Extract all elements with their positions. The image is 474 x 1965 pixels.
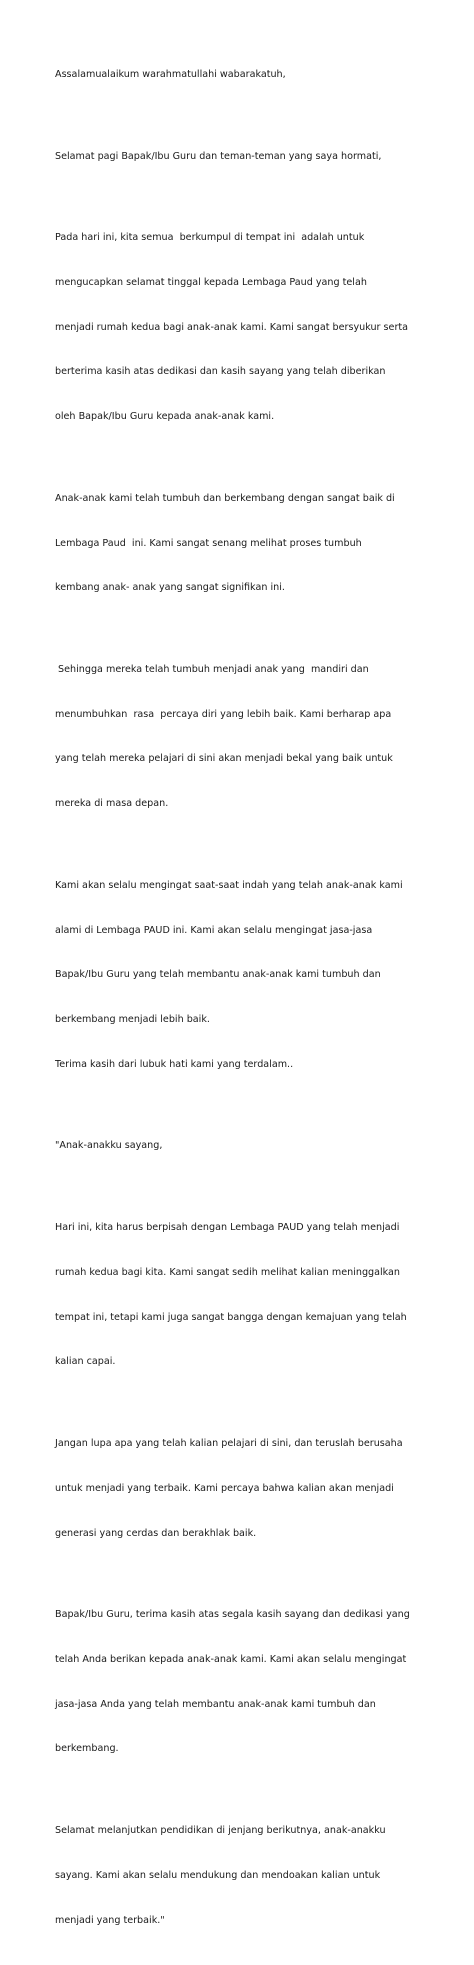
text-line: jasa-jasa Anda yang telah membantu anak-anak kami tumbuh dan: [55, 1698, 376, 1710]
text-line: berterima kasih atas dedikasi dan kasih sayang yang telah diberikan: [55, 366, 386, 378]
text-line: Jangan lupa apa yang telah kalian pelajari di sini, dan teruslah berusaha: [55, 1438, 403, 1450]
body-paragraph: [55, 1407, 455, 1571]
body-paragraph: [55, 201, 455, 454]
greeting-paragraph: [55, 38, 455, 113]
text-line: Hari ini, kita harus berpisah dengan Lembaga PAUD yang telah menjadi: [55, 1222, 400, 1234]
text-line: menjadi yang terbaik.": [55, 1914, 165, 1926]
text-line: menumbuhkan rasa percaya diri yang lebih baik. Kami berharap apa: [55, 708, 392, 720]
closing-paragraph: [55, 1794, 455, 1958]
body-paragraph: [55, 462, 455, 626]
body-paragraph: [55, 1578, 455, 1787]
text-line: Pada hari ini, kita semua berkumpul di tempat ini adalah untuk: [55, 232, 365, 244]
quote-opening-paragraph: [55, 1110, 455, 1185]
text-line: berkembang.: [55, 1743, 119, 1755]
text-line: Selamat melanjutkan pendidikan di jenjang berikutnya, anak-anakku: [55, 1825, 386, 1837]
text-line: Terima kasih dari lubuk hati kami yang terdalam..: [55, 1058, 294, 1070]
document-page: [55, 38, 455, 1965]
text-line: Sehingga mereka telah tumbuh menjadi anak yang mandiri dan: [55, 664, 369, 675]
body-paragraph: [55, 849, 455, 1102]
text-line: sayang. Kami akan selalu mendukung dan mendoakan kalian untuk: [55, 1869, 381, 1881]
text-line: telah Anda berikan kepada anak-anak kami. Kami akan selalu mengingat: [55, 1653, 407, 1665]
text-line: Selamat pagi Bapak/Ibu Guru dan teman-teman yang saya hormati,: [55, 150, 382, 162]
body-paragraph: [55, 633, 455, 842]
text-line: tempat ini, tetapi kami juga sangat bangga dengan kemajuan yang telah: [55, 1311, 407, 1323]
text-line: oleh Bapak/Ibu Guru kepada anak-anak kami.: [55, 411, 275, 423]
text-line: kalian capai.: [55, 1356, 116, 1368]
text-line: Bapak/Ibu Guru yang telah membantu anak-anak kami tumbuh dan: [55, 969, 381, 981]
text-line: mengucapkan selamat tinggal kepada Lembaga Paud yang telah: [55, 276, 367, 288]
text-line: kembang anak- anak yang sangat signifikan ini.: [55, 582, 285, 594]
text-line: rumah kedua bagi kita. Kami sangat sedih melihat kalian meninggalkan: [55, 1266, 401, 1278]
text-line: yang telah mereka pelajari di sini akan menjadi bekal yang baik untuk: [55, 753, 393, 765]
text-line: Anak-anak kami telah tumbuh dan berkembang dengan sangat baik di: [55, 492, 395, 504]
text-line: Assalamualaikum warahmatullahi wabarakatuh,: [55, 68, 286, 80]
text-line: menjadi rumah kedua bagi anak-anak kami. Kami sangat bersyukur serta: [55, 321, 409, 333]
text-line: berkembang menjadi lebih baik.: [55, 1014, 210, 1026]
text-line: alami di Lembaga PAUD ini. Kami akan selalu mengingat jasa-jasa: [55, 924, 373, 936]
text-line: untuk menjadi yang terbaik. Kami percaya bahwa kalian akan menjadi: [55, 1482, 394, 1494]
text-line: generasi yang cerdas dan berakhlak baik.: [55, 1527, 257, 1539]
text-line: Bapak/Ibu Guru, terima kasih atas segala kasih sayang dan dedikasi yang: [55, 1609, 410, 1621]
text-line: Lembaga Paud ini. Kami sangat senang melihat proses tumbuh: [55, 537, 362, 549]
text-line: Kami akan selalu mengingat saat-saat indah yang telah anak-anak kami: [55, 879, 403, 891]
text-line: "Anak-anakku sayang,: [55, 1140, 163, 1152]
text-line: mereka di masa depan.: [55, 798, 169, 810]
salutation-paragraph: [55, 120, 455, 195]
body-paragraph: [55, 1191, 455, 1400]
